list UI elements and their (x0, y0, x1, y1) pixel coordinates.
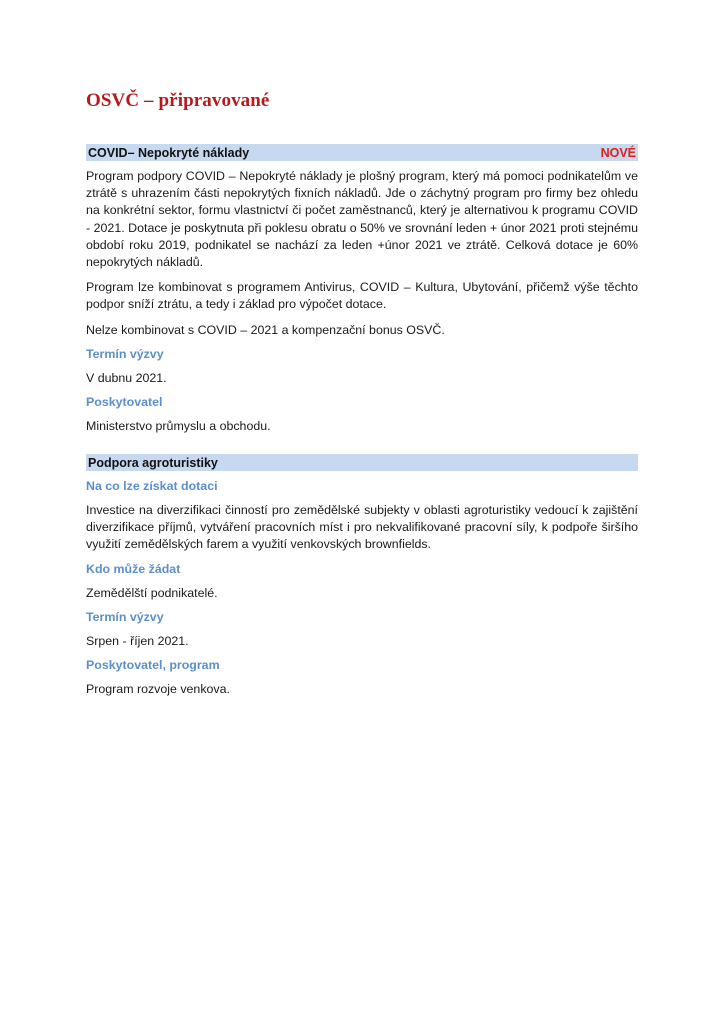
provider-heading: Poskytovatel (86, 395, 163, 410)
term-heading: Termín výzvy (86, 609, 164, 624)
who-heading: Kdo může žádat (86, 561, 181, 576)
section-agrotourism (86, 454, 638, 698)
section-header-title: COVID– Nepokryté náklady (88, 145, 250, 160)
new-badge: NOVÉ (600, 145, 636, 160)
description-paragraph: Program podpory COVID – Nepokryté náklady je plošný program, který má pomoci podnikatelům ve ztrátě s uhrazením části nepokrytých fixních nákladů. Jde o záchytný program pro firmy bez ohledu na konkrétní sektor, formu vlastnictví či počet zaměstnanců, který je alternativou k programu COVID - 2021. Dotace je poskytnuta při poklesu obratu o 50% ve srovnání leden + únor 2021 proti stejnému období roku 2019, podnikatel se nachází za leden +únor 2021 ve ztrátě. Celková dotace je 60% nepokrytých nákladů. (86, 169, 638, 270)
provider-program-value: Program rozvoje venkova. (86, 682, 230, 697)
what-value: Investice na diverzifikaci činností pro zemědělské subjekty v oblasti agroturistiky vedoucí k zajištění diverzifikace příjmů, vytváření pracovních míst i pro nekvalifikované pracovní síly, k podpoře širšího využití zemědělských farem a využití venkovských brownfields. (86, 503, 638, 552)
section-header-bar (86, 144, 638, 161)
term-value: Srpen - říjen 2021. (86, 633, 189, 648)
section-covid-uncovered-costs (86, 144, 638, 435)
section-header-title: Podpora agroturistiky (88, 455, 218, 470)
page-title: OSVČ – připravované (86, 90, 270, 111)
term-heading: Termín výzvy (86, 346, 164, 361)
what-heading: Na co lze získat dotaci (86, 479, 218, 493)
provider-value: Ministerstvo průmyslu a obchodu. (86, 419, 271, 434)
provider-program-heading: Poskytovatel, program (86, 658, 220, 673)
section-header-bar (86, 454, 638, 471)
exclusion-paragraph: Nelze kombinovat s COVID – 2021 a kompenzační bonus OSVČ. (86, 322, 445, 337)
combination-paragraph: Program lze kombinovat s programem Antivirus, COVID – Kultura, Ubytování, přičemž výše těchto podpor sníží ztrátu, a tedy i základ pro výpočet dotace. (86, 280, 638, 312)
who-value: Zemědělští podnikatelé. (86, 585, 218, 600)
term-value: V dubnu 2021. (86, 370, 167, 385)
